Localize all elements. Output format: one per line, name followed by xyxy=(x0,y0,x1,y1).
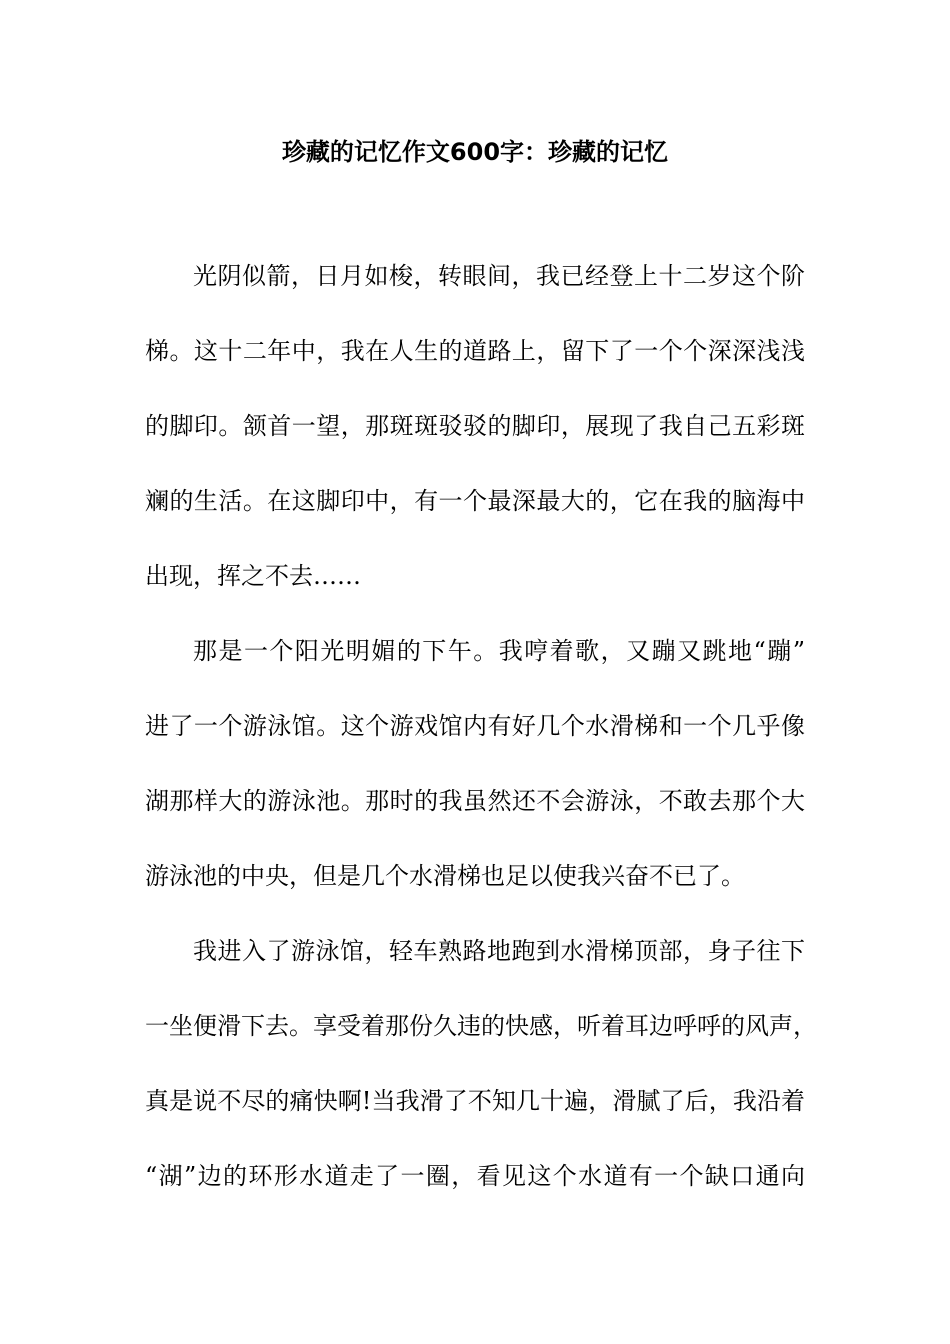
document-body xyxy=(145,254,817,1229)
paragraph-line: 出现，挥之不去…… xyxy=(145,562,361,590)
paragraph-line: 我进入了游泳馆，轻车熟路地跑到水滑梯顶部，身子往下 xyxy=(193,937,805,965)
paragraph-line: 真是说不尽的痛快啊!当我滑了不知几十遍，滑腻了后，我沿着 xyxy=(145,1087,805,1115)
paragraph-line: “湖”边的环形水道走了一圈，看见这个水道有一个缺口通向 xyxy=(145,1162,805,1190)
paragraph-line: 光阴似箭，日月如梭，转眼间，我已经登上十二岁这个阶 xyxy=(193,262,805,290)
paragraph-line: 梯。这十二年中，我在人生的道路上，留下了一个个深深浅浅 xyxy=(145,337,805,365)
paragraph-line: 的脚印。颔首一望，那斑斑驳驳的脚印，展现了我自己五彩斑 xyxy=(145,412,805,440)
paragraph-line: 斓的生活。在这脚印中，有一个最深最大的，它在我的脑海中 xyxy=(145,487,805,515)
paragraph-line: 游泳池的中央，但是几个水滑梯也足以使我兴奋不已了。 xyxy=(145,862,745,890)
paragraph-line: 一坐便滑下去。享受着那份久违的快感，听着耳边呼呼的风声， xyxy=(145,1012,817,1040)
paragraph-line: 湖那样大的游泳池。那时的我虽然还不会游泳，不敢去那个大 xyxy=(145,787,805,815)
document-title: 珍藏的记忆作文600字：珍藏的记忆 xyxy=(281,138,669,166)
paragraph-line: 进了一个游泳馆。这个游戏馆内有好几个水滑梯和一个几乎像 xyxy=(145,712,805,740)
paragraph-line: 那是一个阳光明媚的下午。我哼着歌，又蹦又跳地“蹦” xyxy=(193,637,805,665)
